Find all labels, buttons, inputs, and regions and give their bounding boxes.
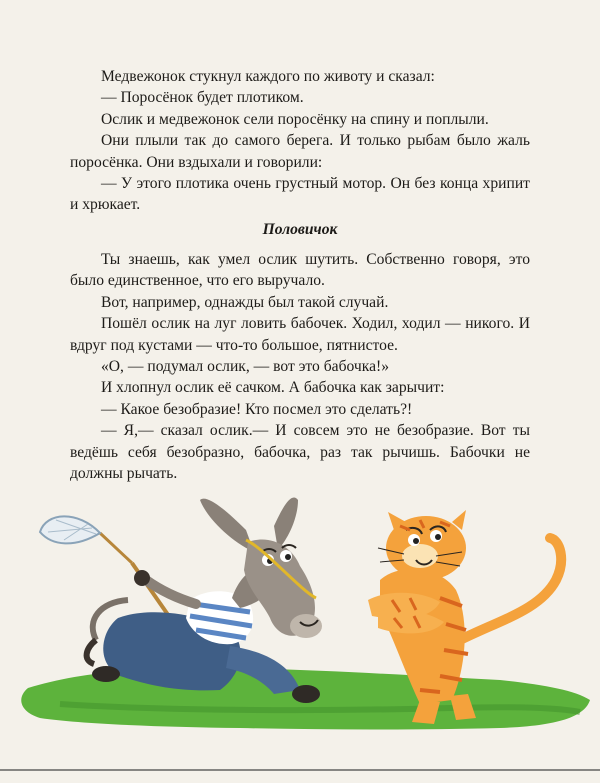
paragraph: — У этого плотика очень грустный мотор. Он без конца хрипит и хрюкает. — [70, 175, 530, 214]
paragraph: Пошёл ослик на луг ловить бабочек. Ходил, ходил — никого. И вдруг под кустами — что-то большое, пятнистое. — [70, 315, 530, 354]
paragraph: И хлопнул ослик её сачком. А бабочка как зарычит: — [101, 379, 445, 397]
donkey-and-tiger-illustration — [0, 480, 600, 783]
donkey-character — [87, 498, 322, 703]
paragraph: Они плыли так до самого берега. И только рыбам было жаль поросёнка. Они вздыхали и говорили: — [70, 132, 530, 171]
paragraph: Вот, например, однажды был такой случай. — [101, 293, 389, 311]
paragraph: — Поросёнок будет плотиком. — [101, 89, 304, 107]
paragraph: — Какое безобразие! Кто посмел это сделать?! — [101, 400, 413, 418]
story-text-top — [70, 66, 530, 216]
story-text-bottom — [70, 249, 530, 484]
paragraph: Ты знаешь, как умел ослик шутить. Собственно говоря, это было единственное, что его выручало. — [70, 251, 530, 290]
paragraph: — Я,— сказал ослик.— И совсем это не безобразие. Вот ты ведёшь себя безобразно, бабочка, раз так рычишь. Бабочки не должны рычать. — [70, 422, 530, 483]
paragraph: Ослик и медвежонок сели поросёнку на спину и поплыли. — [101, 110, 489, 128]
paragraph: Медвежонок стукнул каждого по животу и сказал: — [101, 68, 435, 85]
bottom-edge-line — [0, 769, 600, 771]
chapter-heading: Половичок — [262, 221, 338, 238]
paragraph: «О, — подумал ослик, — вот это бабочка!» — [101, 358, 389, 376]
